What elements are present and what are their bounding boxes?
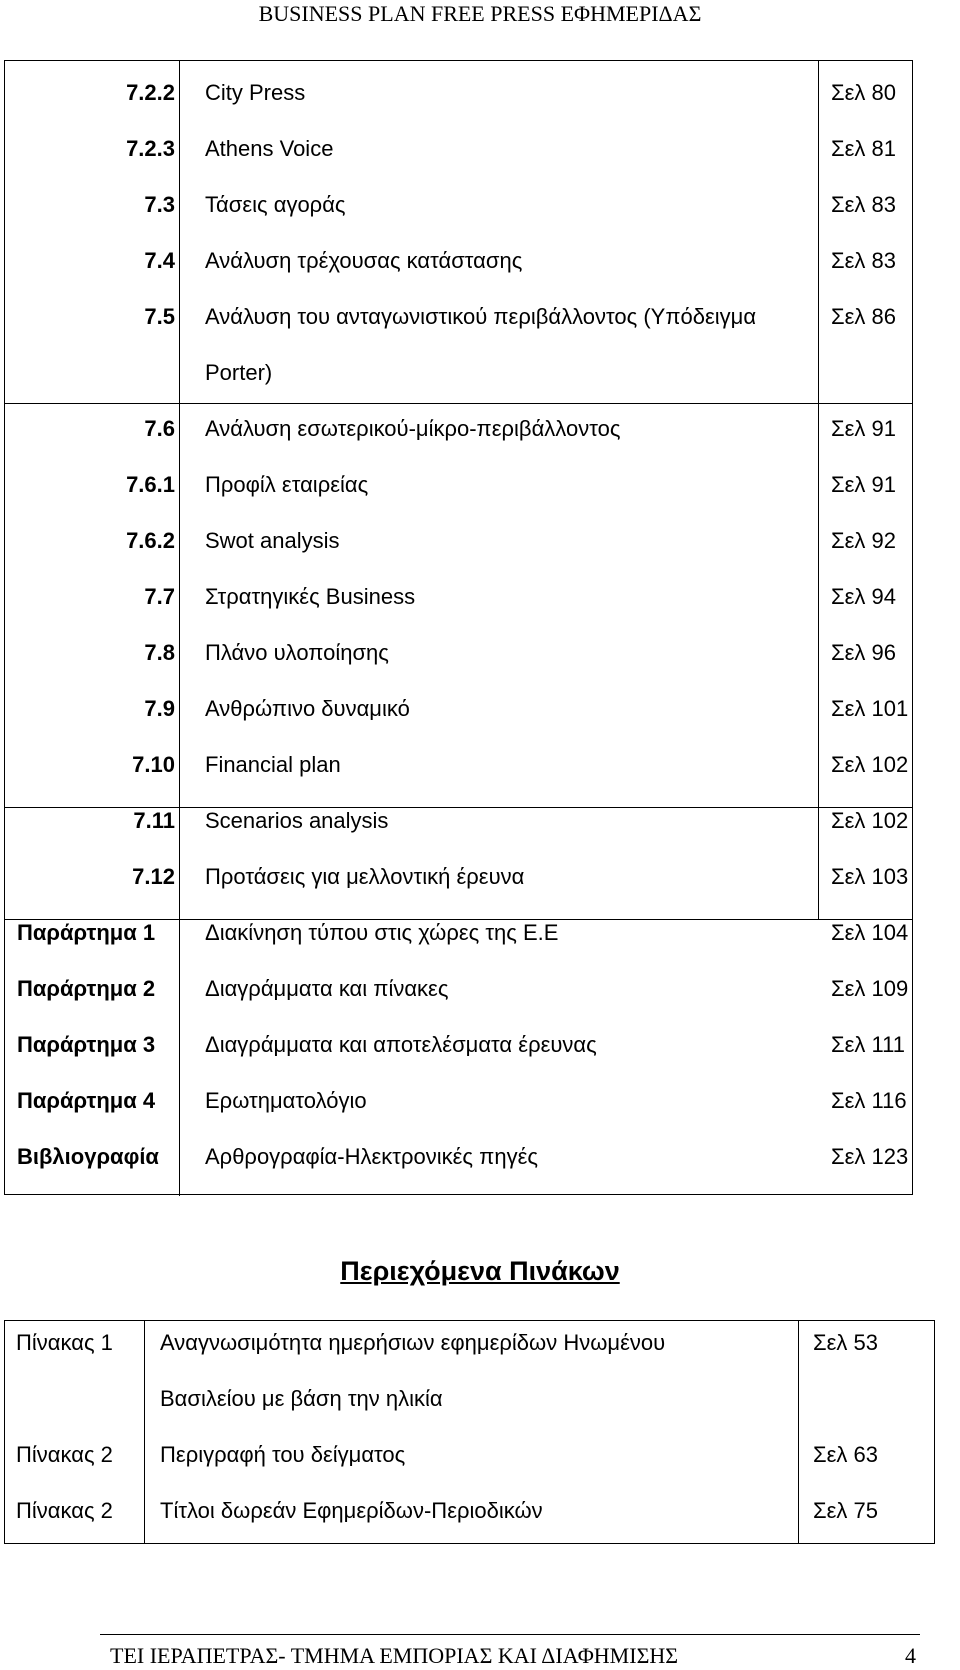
toc-number: 7.11: [133, 808, 175, 833]
toc-number: Παράρτημα 4: [17, 1088, 156, 1113]
table-title: Περιγραφή του δείγματος: [160, 1442, 406, 1467]
toc-title: Διαγράμματα και πίνακες: [205, 976, 449, 1001]
toc-title: Στρατηγικές Business: [205, 584, 416, 609]
document-title: BUSINESS PLAN FREE PRESS ΕΦΗΜΕΡΙΔΑΣ: [258, 1, 702, 26]
toc-title: Ανάλυση τρέχουσας κατάστασης: [205, 248, 523, 273]
toc-number: Παράρτημα 1: [17, 920, 156, 945]
toc-title: Athens Voice: [205, 136, 334, 161]
toc-number: 7.2.2: [126, 80, 175, 105]
tables-section-heading: Περιεχόμενα Πινάκων: [340, 1256, 620, 1286]
table-title-continuation: Βασιλείου με βάση την ηλικία: [160, 1386, 443, 1411]
page-header: [0, 0, 960, 28]
toc-number: 7.5: [144, 304, 175, 329]
toc-divider-2: [818, 61, 819, 919]
toc-page: Σελ 104: [831, 920, 909, 945]
toc-row-divider: [5, 403, 912, 404]
toc-title: Scenarios analysis: [205, 808, 389, 833]
toc-page: Σελ 91: [831, 472, 896, 497]
toc-number: 7.8: [144, 640, 175, 665]
table-page: Σελ 75: [813, 1498, 878, 1523]
toc-page: Σελ 81: [831, 136, 896, 161]
toc-number: 7.2.3: [126, 136, 175, 161]
toc-page: Σελ 92: [831, 528, 896, 553]
toc-number: 7.12: [132, 864, 175, 889]
toc-page: Σελ 86: [831, 304, 896, 329]
toc-title: Financial plan: [205, 752, 341, 777]
toc-page: Σελ 83: [831, 248, 896, 273]
table-title: Τίτλοι δωρεάν Εφημερίδων-Περιοδικών: [160, 1498, 543, 1523]
toc-number: 7.3: [144, 192, 175, 217]
toc-number: 7.4: [144, 248, 175, 273]
toc-page: Σελ 102: [831, 808, 909, 833]
toc-number: 7.6: [144, 416, 175, 441]
toc-page: Σελ 83: [831, 192, 896, 217]
toc-title: Ανάλυση του ανταγωνιστικού περιβάλλοντος (Υπόδειγμα: [205, 304, 757, 329]
toc-title: Διαγράμματα και αποτελέσματα έρευνας: [205, 1032, 597, 1057]
toc-table: [4, 60, 913, 1195]
page-number: 4: [905, 1643, 916, 1668]
toc-page: Σελ 109: [831, 976, 909, 1001]
toc-page: Σελ 96: [831, 640, 896, 665]
tables-divider-2: [798, 1321, 799, 1543]
toc-number: 7.9: [144, 696, 175, 721]
toc-title: Προφίλ εταιρείας: [205, 472, 369, 497]
footer-text: ΤΕΙ ΙΕΡΑΠΕΤΡΑΣ- ΤΜΗΜΑ ΕΜΠΟΡΙΑΣ ΚΑΙ ΔΙΑΦΗΜΙΣΗΣ: [110, 1643, 679, 1668]
toc-title: Ερωτηματολόγιο: [205, 1088, 367, 1113]
table-page: Σελ 63: [813, 1442, 878, 1467]
toc-number: 7.7: [144, 584, 175, 609]
toc-page: Σελ 111: [831, 1032, 905, 1057]
toc-page: Σελ 116: [831, 1088, 907, 1113]
toc-divider-1: [179, 61, 180, 1196]
tables-divider-1: [144, 1321, 145, 1543]
toc-number: Παράρτημα 2: [17, 976, 156, 1001]
toc-title: Ανθρώπινο δυναμικό: [205, 696, 410, 721]
toc-number: 7.6.1: [126, 472, 175, 497]
toc-number: 7.6.2: [126, 528, 175, 553]
toc-number: 7.10: [132, 752, 175, 777]
toc-page: Σελ 123: [831, 1144, 909, 1169]
toc-title: Αρθρογραφία-Ηλεκτρονικές πηγές: [205, 1144, 538, 1169]
toc-number: Βιβλιογραφία: [17, 1144, 159, 1169]
toc-page: Σελ 103: [831, 864, 909, 889]
toc-title: City Press: [205, 80, 306, 105]
table-title: Αναγνωσιμότητα ημερήσιων εφημερίδων Ηνωμένου: [160, 1330, 666, 1355]
toc-title: Προτάσεις για μελλοντική έρευνα: [205, 864, 525, 889]
toc-title: Swot analysis: [205, 528, 340, 553]
toc-number: Παράρτημα 3: [17, 1032, 156, 1057]
toc-title: Διακίνηση τύπου στις χώρες της Ε.Ε: [205, 920, 559, 945]
toc-title: Τάσεις αγοράς: [205, 192, 346, 217]
table-number: Πίνακας 2: [16, 1498, 113, 1523]
toc-title-continuation: Porter): [205, 360, 273, 385]
table-number: Πίνακας 2: [16, 1442, 113, 1467]
toc-page: Σελ 91: [831, 416, 896, 441]
tables-list: [4, 1320, 935, 1544]
toc-title: Ανάλυση εσωτερικού-μίκρο-περιβάλλοντος: [205, 416, 621, 441]
table-page: Σελ 53: [813, 1330, 878, 1355]
toc-page: Σελ 101: [831, 696, 909, 721]
footer-rule: [100, 1634, 920, 1635]
toc-page: Σελ 80: [831, 80, 896, 105]
toc-page: Σελ 94: [831, 584, 896, 609]
toc-page: Σελ 102: [831, 752, 909, 777]
toc-title: Πλάνο υλοποίησης: [205, 640, 389, 665]
table-number: Πίνακας 1: [16, 1330, 113, 1355]
